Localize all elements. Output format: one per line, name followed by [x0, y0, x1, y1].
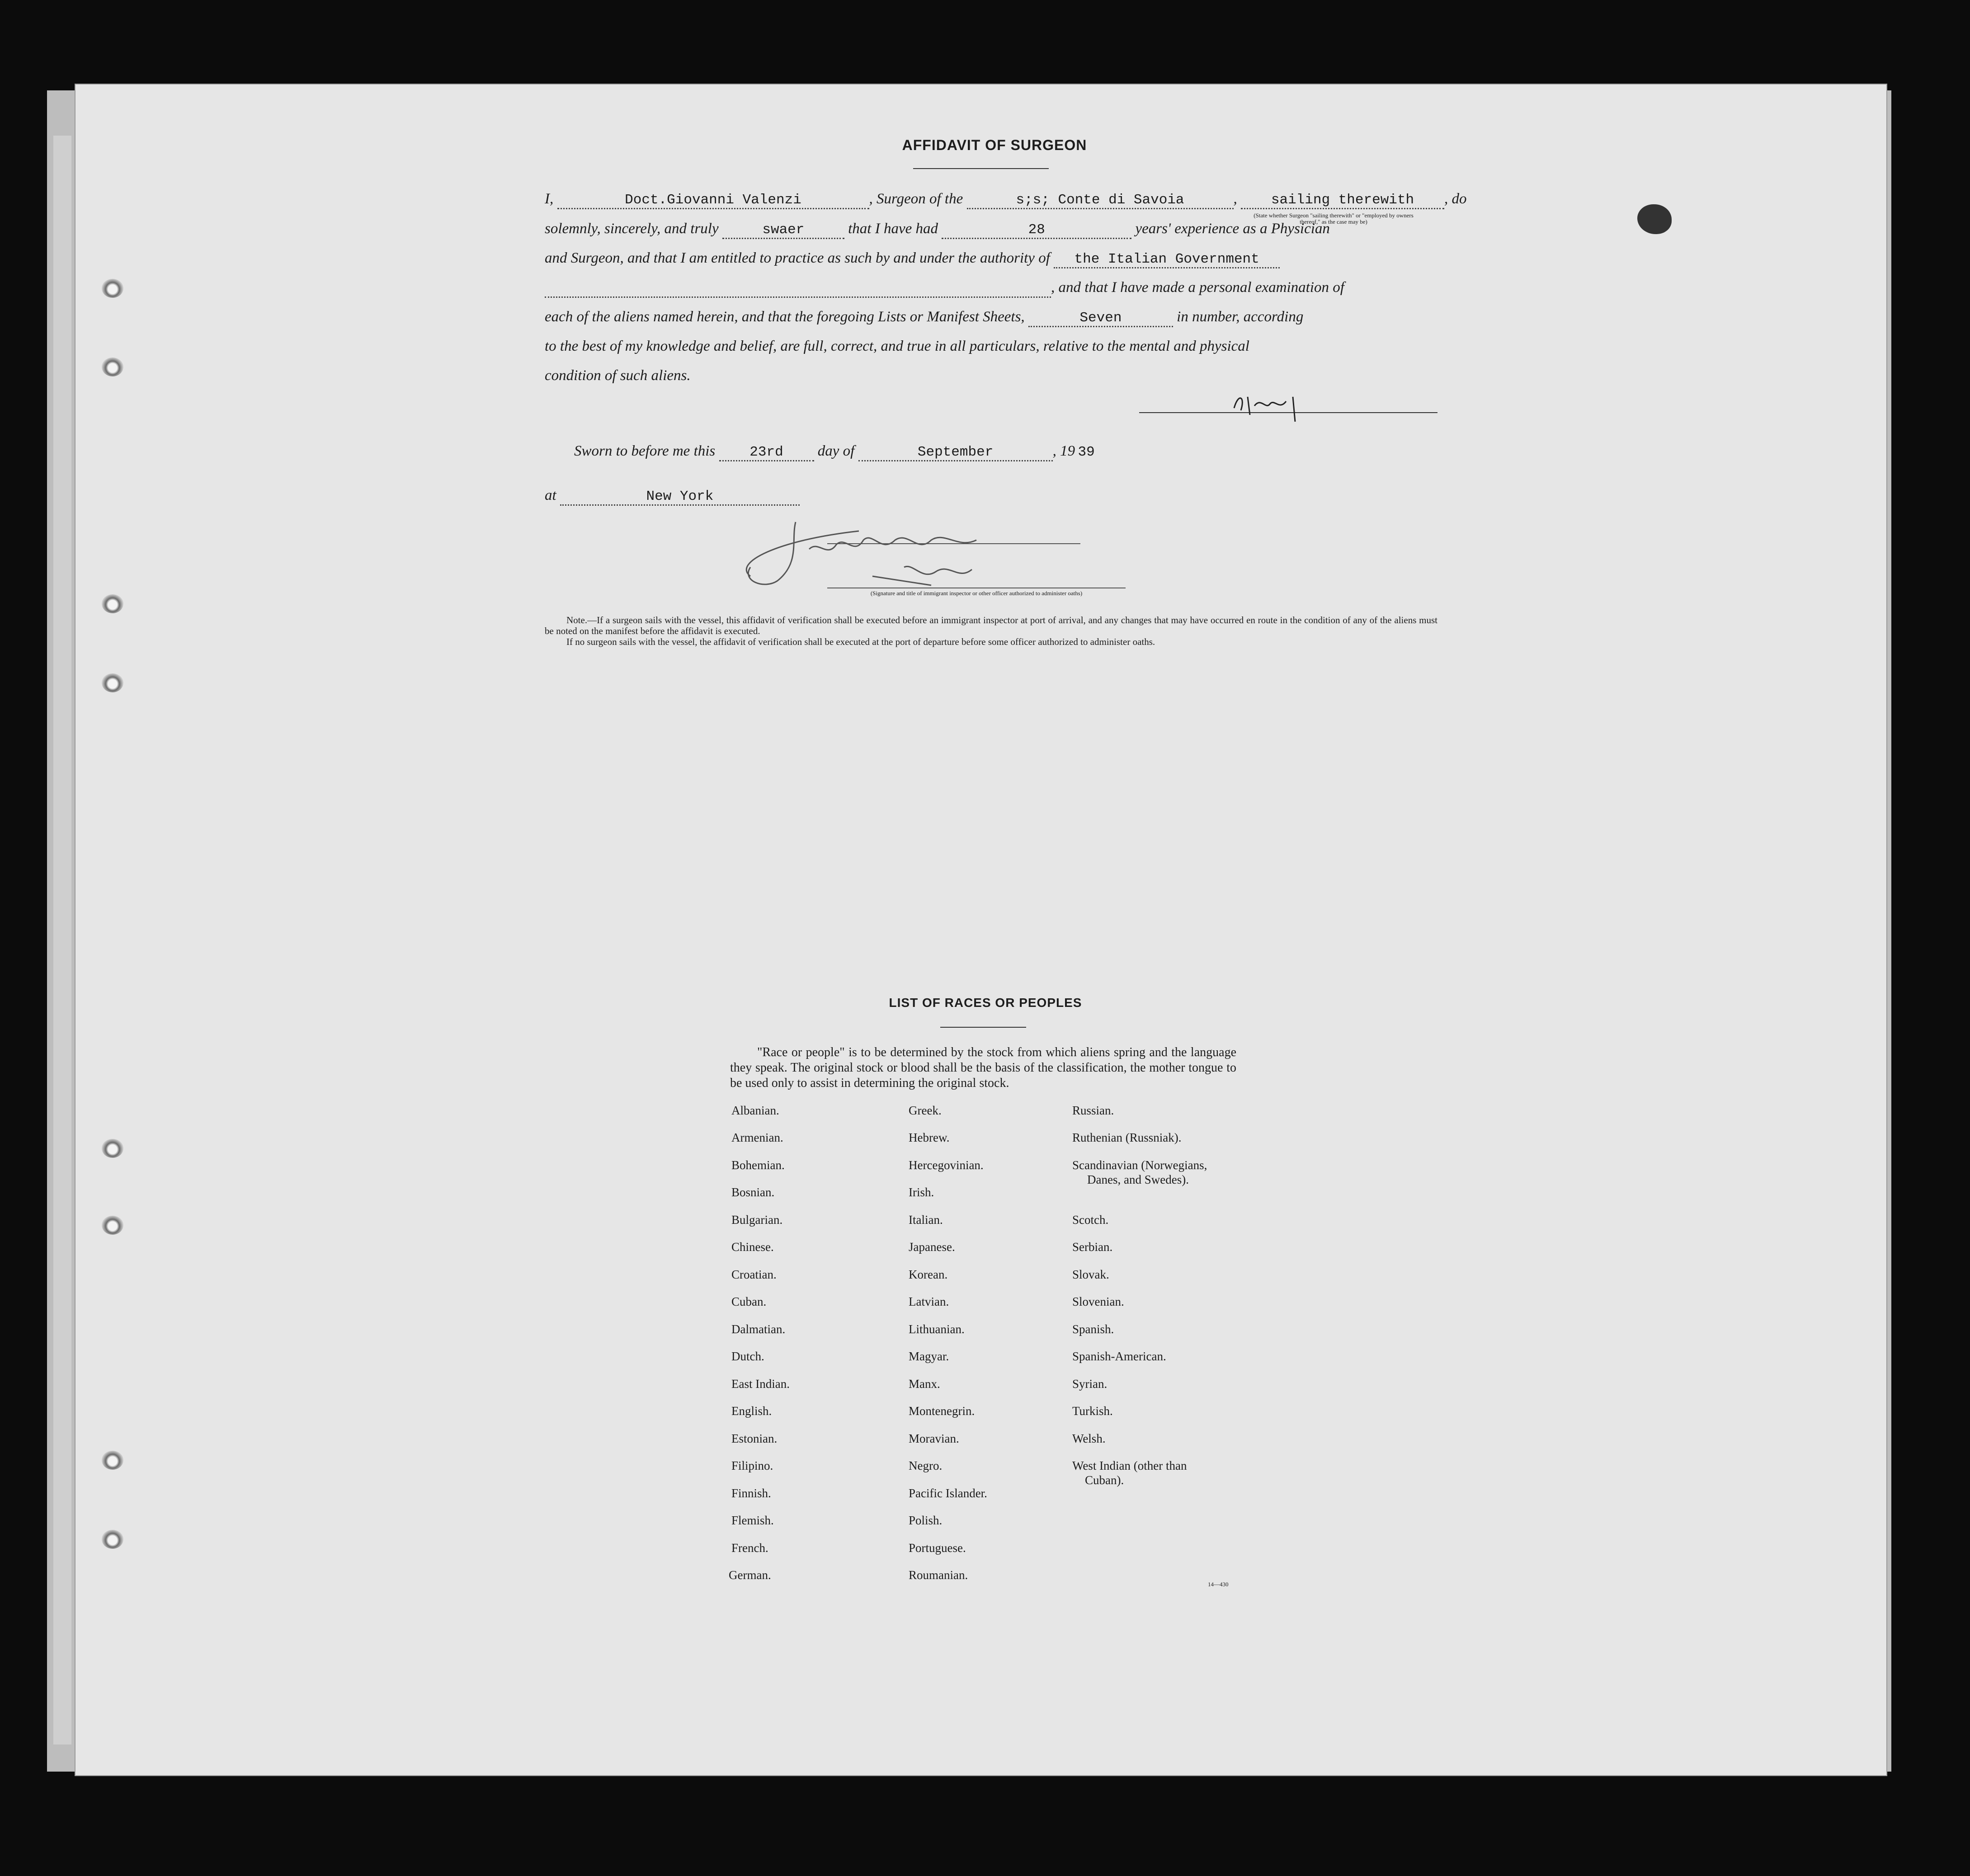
note-paragraph-1: Note.—If a surgeon sails with the vessel, this affidavit of verification shall be executed before an immigrant inspector at port of arrival, and any changes that may have occurred en route in the condition of any of the aliens must be noted on the manifest before the affidavit is executed.	[545, 615, 1437, 636]
race-item: Manx.	[909, 1377, 940, 1391]
binder-hole	[102, 1139, 123, 1158]
text: I,	[545, 191, 554, 207]
race-item: Lithuanian.	[909, 1322, 965, 1336]
inspector-signature	[723, 513, 1049, 594]
authority-field: the Italian Government	[1054, 252, 1280, 268]
ink-blot	[1637, 204, 1672, 234]
race-item: Danes, and Swedes).	[1087, 1173, 1189, 1186]
affidavit-line-7: condition of such aliens.	[545, 367, 691, 384]
race-item: Japanese.	[909, 1240, 955, 1254]
binder-hole	[102, 594, 123, 613]
place-field: New York	[560, 489, 800, 506]
race-item: Turkish.	[1072, 1404, 1113, 1418]
surgeon-signature	[1230, 383, 1315, 424]
text: , and that I have made a personal examination of	[1051, 279, 1344, 296]
race-item: Syrian.	[1072, 1377, 1108, 1391]
race-item: Latvian.	[909, 1295, 949, 1308]
binder-hole	[102, 673, 123, 692]
year-field: 39	[1078, 444, 1095, 460]
place-line	[545, 487, 800, 506]
race-item: Portuguese.	[909, 1541, 966, 1555]
binder-hole	[102, 1216, 123, 1235]
race-item: Negro.	[909, 1459, 943, 1472]
page-stack-edge	[53, 136, 71, 1744]
sworn-line	[574, 443, 1098, 461]
binder-hole	[102, 357, 123, 376]
title-underline	[913, 168, 1049, 169]
text: years' experience as a Physician	[1135, 221, 1330, 237]
race-item: West Indian (other than	[1072, 1459, 1187, 1472]
affidavit-line-5	[545, 309, 1303, 327]
race-item: Scandinavian (Norwegians,	[1072, 1158, 1207, 1172]
affidavit-line-6: to the best of my knowledge and belief, are full, correct, and true in all particulars, relative to the mental and physical	[545, 338, 1249, 354]
race-item: Polish.	[909, 1514, 943, 1527]
text: that I have had	[848, 221, 938, 237]
race-item: Dalmatian.	[731, 1322, 786, 1336]
race-item: Slovenian.	[1072, 1295, 1124, 1308]
signature-caption: (Signature and title of immigrant inspector or other officer authorized to administer oaths)	[870, 590, 1083, 597]
binder-hole	[102, 279, 123, 298]
race-item: Filipino.	[731, 1459, 773, 1472]
race-item: Welsh.	[1072, 1432, 1106, 1445]
race-item: Pacific Islander.	[909, 1486, 987, 1500]
text: day of	[817, 443, 855, 459]
race-item: Dutch.	[731, 1349, 764, 1363]
race-item: Bohemian.	[731, 1158, 785, 1172]
race-item: French.	[731, 1541, 768, 1555]
document-page	[75, 84, 1887, 1776]
race-item: Greek.	[909, 1104, 942, 1117]
race-item: Italian.	[909, 1213, 943, 1227]
text: , 19	[1052, 443, 1075, 459]
binder-hole	[102, 1530, 123, 1549]
races-title-underline	[940, 1027, 1026, 1028]
text: ,	[1233, 191, 1237, 207]
affidavit-line-4	[545, 279, 1344, 298]
years-field: 28	[942, 222, 1131, 239]
race-item: Magyar.	[909, 1349, 949, 1363]
race-item: Cuban.	[731, 1295, 767, 1308]
race-item: German.	[729, 1568, 771, 1582]
race-item: Hebrew.	[909, 1131, 950, 1144]
race-item: Ruthenian (Russniak).	[1072, 1131, 1182, 1144]
race-item: Scotch.	[1072, 1213, 1109, 1227]
text: and Surgeon, and that I am entitled to practice as such by and under the authority of	[545, 250, 1050, 266]
race-item: Montenegrin.	[909, 1404, 975, 1418]
affidavit-line-2	[545, 221, 1330, 239]
surgeon-name-field: Doct.Giovanni Valenzi	[557, 193, 869, 209]
text: in number, according	[1177, 309, 1304, 325]
text: at	[545, 487, 556, 503]
form-number: 14—430	[1208, 1581, 1229, 1588]
race-item: Moravian.	[909, 1432, 959, 1445]
sheets-count-field: Seven	[1028, 310, 1173, 327]
race-item: Albanian.	[731, 1104, 779, 1117]
race-item: Serbian.	[1072, 1240, 1113, 1254]
race-item: East Indian.	[731, 1377, 790, 1391]
race-item: Estonian.	[731, 1432, 778, 1445]
text: solemnly, sincerely, and truly	[545, 221, 719, 237]
affidavit-note	[545, 615, 1437, 647]
binder-hole	[102, 1451, 123, 1470]
affidavit-line-1	[545, 191, 1467, 209]
note-paragraph-2: If no surgeon sails with the vessel, the affidavit of verification shall be executed at the port of departure before some officer authorized to administer oaths.	[566, 636, 1155, 647]
text: Sworn to before me this	[574, 443, 716, 459]
race-item: Russian.	[1072, 1104, 1114, 1117]
race-item: Cuban).	[1085, 1473, 1124, 1487]
race-item: Spanish.	[1072, 1322, 1114, 1336]
authority-continued-field	[545, 281, 1051, 298]
race-item: Hercegovinian.	[909, 1158, 984, 1172]
affidavit-title: AFFIDAVIT OF SURGEON	[902, 137, 1087, 153]
race-item: Flemish.	[731, 1514, 774, 1527]
race-item: Bosnian.	[731, 1185, 775, 1199]
month-field: September	[858, 445, 1053, 461]
race-item: Bulgarian.	[731, 1213, 783, 1227]
inspector-signature-line	[827, 543, 1080, 544]
races-title: LIST OF RACES OR PEOPLES	[889, 996, 1082, 1010]
race-item: Chinese.	[731, 1240, 774, 1254]
text: , do	[1444, 191, 1467, 207]
sailing-status-hint: (State whether Surgeon "sailing therewith" or "employed by owners thereof," as the case may be)	[1254, 212, 1414, 225]
race-item: Korean.	[909, 1268, 948, 1281]
race-item: English.	[731, 1404, 772, 1418]
race-item: Finnish.	[731, 1486, 771, 1500]
affidavit-line-3	[545, 250, 1280, 268]
race-item: Spanish-American.	[1072, 1349, 1166, 1363]
race-item: Slovak.	[1072, 1268, 1109, 1281]
ship-name-field: s;s; Conte di Savoia	[967, 193, 1234, 209]
race-item: Roumanian.	[909, 1568, 968, 1582]
races-intro: "Race or people" is to be determined by the stock from which aliens spring and the language they speak. The original stock or blood shall be the basis of the classification, the mother tongue to be used only to assist in determining the original stock.	[730, 1045, 1236, 1090]
race-item: Croatian.	[731, 1268, 777, 1281]
race-item: Armenian.	[731, 1131, 783, 1144]
text: , Surgeon of the	[869, 191, 963, 207]
oath-field: swaer	[722, 222, 844, 239]
race-item: Irish.	[909, 1185, 934, 1199]
sailing-status-field: sailing therewith	[1241, 193, 1444, 209]
text: each of the aliens named herein, and that the foregoing Lists or Manifest Sheets,	[545, 309, 1025, 325]
day-field: 23rd	[719, 445, 814, 461]
